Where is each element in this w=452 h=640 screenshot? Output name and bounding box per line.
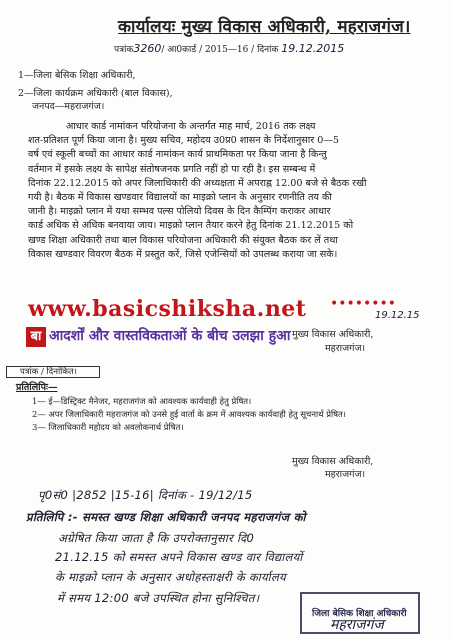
signatory-city-2: महराजगंज।: [325, 469, 366, 480]
recipient-2: 2—जिला कार्यक्रम अधिकारी (बाल विकास),: [18, 88, 173, 99]
handwritten-line: प्रतिलिपि :- समस्त खण्ड शिक्षा अधिकारी जनपद महराजगंज को: [26, 510, 306, 524]
handwritten-line: अग्रेषित किया जाता है कि उपरोक्तानुसार दि0: [58, 531, 255, 545]
signatory-city: महराजगंज।: [325, 343, 366, 354]
watermark-tagline-row: [26, 326, 290, 347]
copy-item: 2— अपर जिलाधिकारी महराजगंज को उनसे हुई वार्ता के क्रम में आवश्यक कार्यवाही हेतु सूचनार्थ प्रेषित।: [32, 409, 346, 419]
handwritten-line: के माइक्रो प्लान के अनुसार अधोहस्ताक्षरी के कार्यालय: [55, 570, 287, 584]
letter-no-handwritten: 3260: [133, 42, 162, 55]
handwritten-line: में समय 12:00 बजे उपस्थित होना सुनिश्चित।: [57, 591, 260, 605]
copy-item: 1— ई—डिस्ट्रिक्ट मैनेजर, महराजगंज को आवश्यक कार्यवाही हेतु प्रेषित।: [32, 396, 252, 406]
handwritten-line: 21.12.15 को समस्त अपने विकास खण्ड वार विद्यालयों: [55, 550, 303, 564]
body-line: विकास खण्डवार विवरण बैठक में प्रस्तुत करें, जिसे एजेन्सियों को उपलब्ध कराया जा सके।: [28, 248, 338, 260]
body-line: वर्ष एवं स्कूली बच्चों का आधार कार्ड नामांकन कार्य प्राथमिकता पर किया जाना है किन्तु: [28, 149, 327, 161]
letter-no-rest: / आ0कार्ड / 2015—16 / दिनांक: [161, 45, 279, 55]
site-logo-icon: बा: [26, 327, 46, 347]
signature-handwritten: 19.12.15: [375, 310, 420, 321]
watermark-tagline: आदर्शों और वास्तविकताओं के बीच उलझा हुआ: [49, 328, 291, 344]
recipient-1: 1—जिला बेसिक शिक्षा अधिकारी,: [18, 70, 136, 81]
handwritten-line: पृ0सं0 |2852 |15-16| दिनांक - 19/12/15: [38, 488, 253, 502]
body-line: वर्तमान में इसके लक्ष्य के सापेक्ष संतोषजनक प्रगति नहीं हो पा रही है। इस सम्बन्ध में: [28, 163, 316, 175]
copy-item: 3— जिलाधिकारी महोदय को अवलोकनार्थ प्रेषित।: [32, 422, 184, 432]
stamp-signature: महराजगंज: [330, 617, 384, 633]
signatory-designation: मुख्य विकास अधिकारी,: [292, 329, 374, 340]
copy-ref-label: पत्रांक / दिनांकित।: [20, 367, 77, 377]
body-line: आधार कार्ड नामांकन परियोजना के अन्तर्गत माह मार्च, 2016 तक लक्ष्य: [66, 121, 316, 132]
letter-number-line: [114, 42, 344, 55]
signatory-designation-2: मुख्य विकास अधिकारी,: [292, 456, 374, 467]
body-line: दिनांक 22.12.2015 को अपर जिलाधिकारी की अध्यक्षता में अपराह्न 12.00 बजे से बैठक रखी: [28, 177, 367, 189]
copy-heading: प्रतिलिपिः—: [16, 382, 58, 393]
letter-body: [28, 120, 432, 262]
body-line: खण्ड शिक्षा अधिकारी तथा बाल विकास परियोजना अधिकारी की संयुक्त बैठक कर लें तथा: [28, 234, 338, 246]
watermark-dots: ••••••••: [330, 296, 397, 312]
body-line: कार्ड अधिक से अधिक बनवाया जाय। माइक्रो प्लान तैयार करने हेतु दिनांक 21.12.2015 को: [28, 220, 354, 232]
recipient-district: जनपद—महराजगंज।: [32, 101, 105, 112]
letter-date-handwritten: 19.12.2015: [281, 42, 345, 55]
body-line: गयी है। बैठक में विकास खण्डवार विद्यालयों का माइक्रो प्लान के अनुसार रणनीति तय की: [28, 192, 332, 204]
watermark-site: www.basicshiksha.net: [28, 296, 307, 322]
stamp-text: जिला बेसिक शिक्षा अधिकारी: [312, 609, 407, 619]
letter-no-prefix: पत्रांक: [114, 45, 134, 55]
body-line: जानी है। माइक्रो प्लान में यथा सम्भव पल्स पोलियो दिवस के दिन कैम्पिंग कराकर आधार: [28, 206, 331, 218]
body-line: शत-प्रतिशत पूर्ण किया जाना है। मुख्य सचिव, महोदय उ0प्र0 शासन के निर्देशानुसार 0—5: [28, 135, 340, 147]
office-title: कार्यालयः मुख्य विकास अधिकारी, महराजगंज।: [118, 17, 411, 37]
